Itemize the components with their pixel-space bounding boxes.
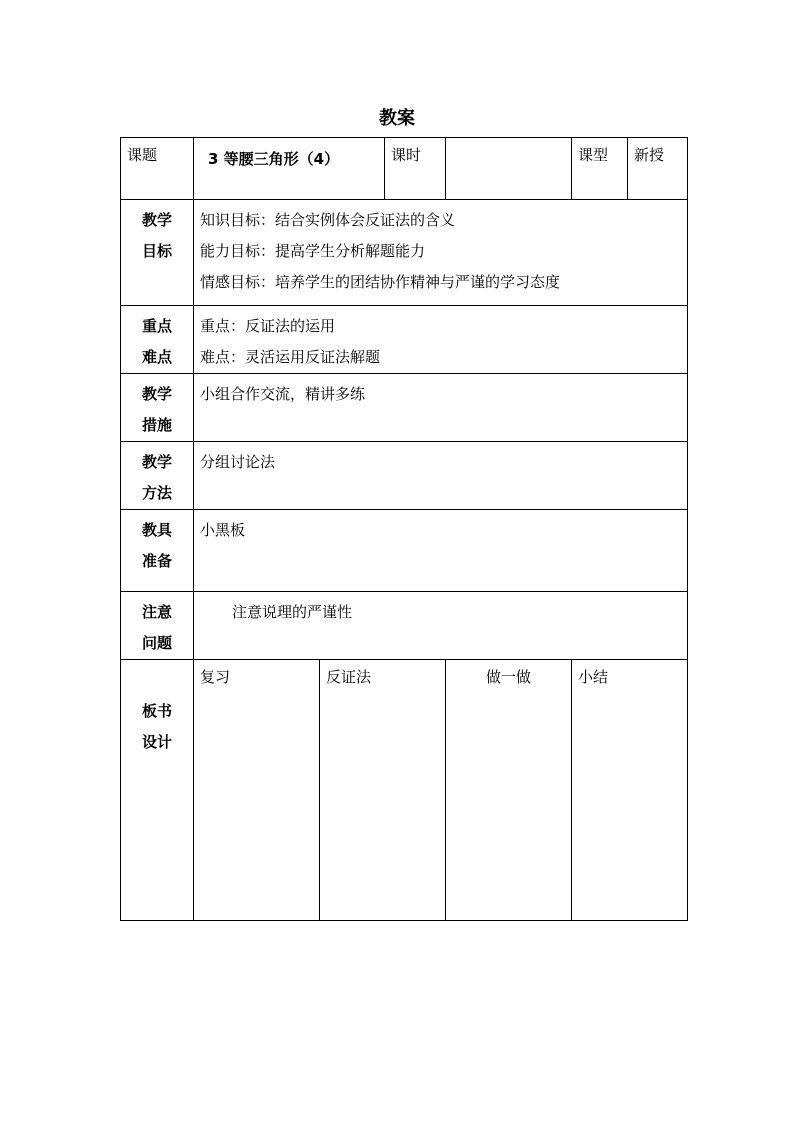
notes-label — [121, 592, 194, 660]
notes-content: 注意说理的严谨性 — [194, 592, 688, 660]
tools-label-line2: 准备 — [141, 552, 172, 570]
measures-content: 小组合作交流，精讲多练 — [194, 374, 688, 442]
goal-emotion: 情感目标：培养学生的团结协作精神与严谨的学习态度 — [200, 273, 561, 291]
goals-label-line2: 目标 — [141, 242, 172, 260]
goals-label-line1: 教学 — [141, 211, 172, 229]
board-column-review: 复习 — [194, 660, 320, 921]
lesson-label: 课题 — [121, 138, 194, 200]
lesson-plan-table — [120, 137, 688, 921]
board-label-line1: 板书 — [141, 702, 172, 720]
tools-content: 小黑板 — [194, 510, 688, 592]
measures-label-line2: 措施 — [141, 416, 172, 434]
goals-label — [121, 200, 194, 306]
notes-label-line1: 注意 — [141, 603, 172, 621]
methods-label-line1: 教学 — [141, 453, 172, 471]
methods-label — [121, 442, 194, 510]
goals-row — [121, 200, 688, 306]
tools-label — [121, 510, 194, 592]
lesson-title: 3 等腰三角形（4） — [194, 138, 385, 200]
difficult-point: 难点：灵活运用反证法解题 — [200, 348, 381, 366]
board-row — [121, 660, 688, 921]
methods-label-line2: 方法 — [141, 484, 172, 502]
keypoints-label-line1: 重点 — [141, 317, 172, 335]
type-value: 新授 — [628, 138, 688, 200]
methods-content: 分组讨论法 — [194, 442, 688, 510]
board-column-summary: 小结 — [572, 660, 688, 921]
board-label — [121, 660, 194, 921]
goal-ability: 能力目标：提高学生分析解题能力 — [200, 242, 426, 260]
measures-row — [121, 374, 688, 442]
goal-knowledge: 知识目标：结合实例体会反证法的含义 — [200, 211, 456, 229]
measures-label-line1: 教学 — [141, 385, 172, 403]
key-point: 重点：反证法的运用 — [200, 317, 336, 335]
board-column-contradiction: 反证法 — [320, 660, 446, 921]
keypoints-label-line2: 难点 — [141, 348, 172, 366]
type-label: 课型 — [572, 138, 628, 200]
measures-label — [121, 374, 194, 442]
keypoints-label — [121, 306, 194, 374]
tools-label-line1: 教具 — [141, 521, 172, 539]
board-column-practice: 做一做 — [446, 660, 572, 921]
goals-content — [194, 200, 688, 306]
hours-value — [446, 138, 572, 200]
keypoints-content — [194, 306, 688, 374]
keypoints-row — [121, 306, 688, 374]
board-label-line2: 设计 — [141, 733, 172, 751]
document-title: 教案 — [379, 108, 415, 129]
methods-row — [121, 442, 688, 510]
notes-row — [121, 592, 688, 660]
header-row — [121, 138, 688, 200]
hours-label: 课时 — [385, 138, 446, 200]
notes-label-line2: 问题 — [141, 634, 172, 652]
tools-row — [121, 510, 688, 592]
